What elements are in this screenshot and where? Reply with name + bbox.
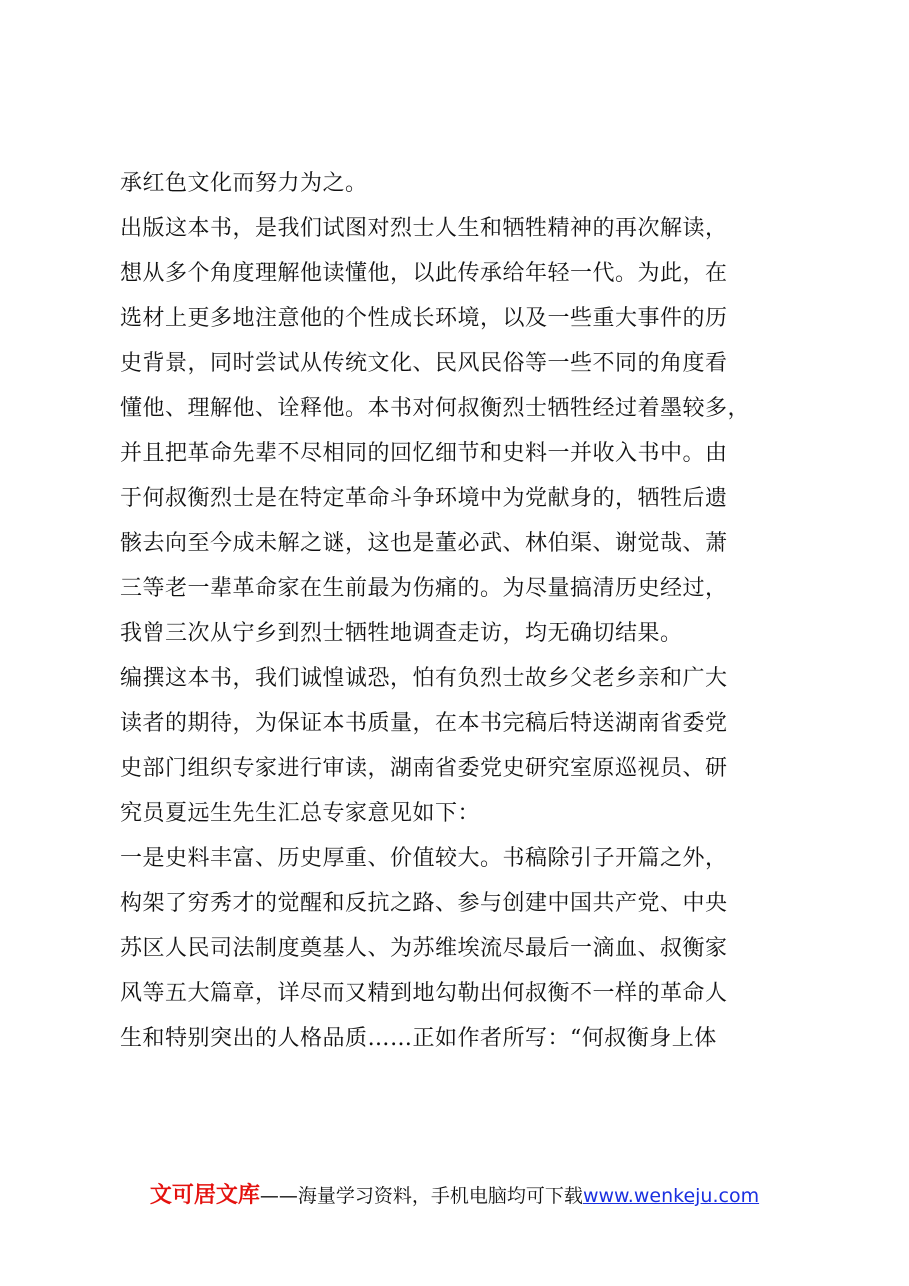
text-line: 于何叔衡烈士是在特定革命斗争环境中为党献身的，牺牲后遗: [120, 486, 728, 511]
text-line: 并且把革命先辈不尽相同的回忆细节和史料一并收入书中。由: [120, 441, 728, 466]
website-link[interactable]: www.wenkeju.com: [582, 1185, 760, 1207]
page-footer: [0, 1178, 909, 1214]
text-line: 读者的期待，为保证本书质量，在本书完稿后特送湖南省委党: [120, 711, 728, 736]
text-line: 史部门组织专家进行审读，湖南省委党史研究室原巡视员、研: [120, 756, 728, 781]
text-line: 构架了穷秀才的觉醒和反抗之路、参与创建中国共产党、中央: [120, 891, 728, 916]
brand-name: 文可居文库: [149, 1183, 260, 1208]
text-line: 选材上更多地注意他的个性成长环境，以及一些重大事件的历: [120, 306, 728, 331]
text-line: 编撰这本书，我们诚惶诚恐，怕有负烈士故乡父老乡亲和广大: [120, 666, 728, 691]
text-line: 想从多个角度理解他读懂他，以此传承给年轻一代。为此，在: [120, 261, 728, 286]
text-line: 生和特别突出的人格品质……正如作者所写：“何叔衡身上体: [120, 1026, 717, 1051]
text-line: 三等老一辈革命家在生前最为伤痛的。为尽量搞清历史经过，: [120, 576, 728, 601]
footer-tagline: ——海量学习资料，手机电脑均可下载: [259, 1185, 583, 1207]
text-line: 骸去向至今成未解之谜，这也是董必武、林伯渠、谢觉哉、萧: [120, 531, 728, 556]
text-line: 究员夏远生先生汇总专家意见如下：: [120, 801, 481, 826]
text-line: 我曾三次从宁乡到烈士牺牲地调查走访，均无确切结果。: [120, 621, 683, 646]
text-line: 苏区人民司法制度奠基人、为苏维埃流尽最后一滴血、叔衡家: [120, 936, 728, 961]
text-line: 史背景，同时尝试从传统文化、民风民俗等一些不同的角度看: [120, 351, 728, 376]
text-line: 风等五大篇章，详尽而又精到地勾勒出何叔衡不一样的革命人: [120, 981, 728, 1006]
document-body: [120, 161, 810, 1061]
text-line: 懂他、理解他、诠释他。本书对何叔衡烈士牺牲经过着墨较多，: [120, 396, 751, 421]
text-line: 一是史料丰富、历史厚重、价值较大。书稿除引子开篇之外，: [120, 846, 728, 871]
text-line: 出版这本书，是我们试图对烈士人生和牺牲精神的再次解读，: [120, 216, 728, 241]
text-line: 承红色文化而努力为之。: [120, 171, 368, 196]
